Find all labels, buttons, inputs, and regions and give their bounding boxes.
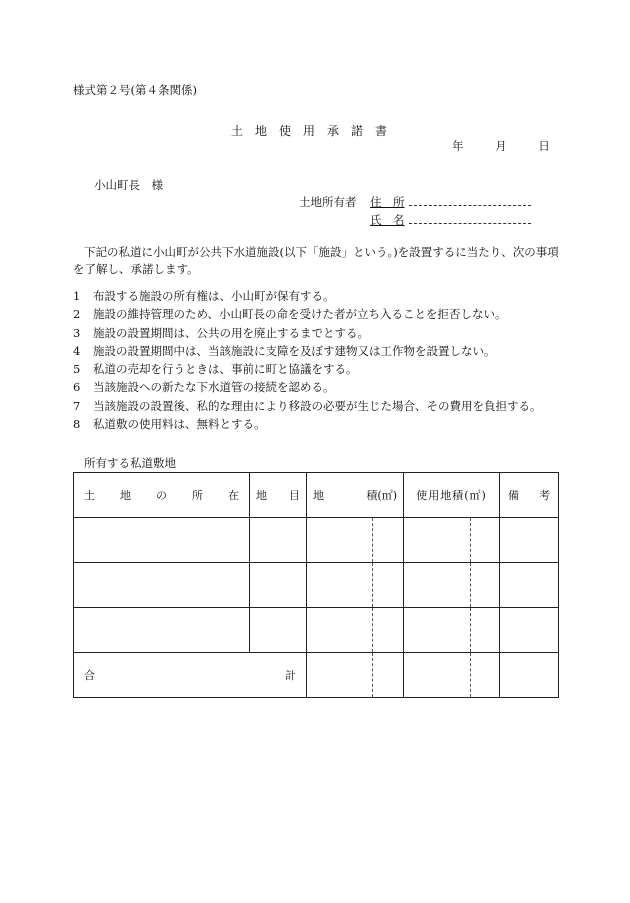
owner-label: 土地所有者 <box>299 195 357 209</box>
cell-location[interactable] <box>74 518 250 563</box>
date-year: 年 <box>452 139 464 153</box>
cell-area-integer[interactable] <box>307 563 373 608</box>
address-label: 住 所 <box>370 195 405 209</box>
consent-item: 5 私道の売却を行うときは、事前に町と協議をする。 <box>73 362 358 377</box>
cell-land-category[interactable] <box>250 563 307 608</box>
date-month: 月 <box>495 139 507 153</box>
cell-usage-integer[interactable] <box>404 563 471 608</box>
address-field <box>370 194 531 210</box>
date-day: 日 <box>538 139 550 153</box>
total-usage-decimal[interactable] <box>471 653 500 698</box>
consent-item: 4 施設の設置期間中は、当該施設に支障を及ぼす建物又は工作物を設置しない。 <box>73 343 496 358</box>
address-blank-line <box>409 195 531 206</box>
header-area: 地 積(㎡) <box>307 473 404 518</box>
cell-remarks[interactable] <box>500 518 559 563</box>
cell-area-integer[interactable] <box>307 608 373 653</box>
document-title: 土地使用承諾書 <box>230 124 399 138</box>
consent-item: 6 当該施設への新たな下水道管の接続を認める。 <box>73 380 335 395</box>
table-total-row <box>74 653 559 698</box>
table-row <box>74 518 559 563</box>
name-label: 氏 名 <box>370 213 405 227</box>
total-usage-integer[interactable] <box>404 653 471 698</box>
name-blank-line <box>409 213 531 224</box>
cell-remarks[interactable] <box>500 608 559 653</box>
cell-area-decimal[interactable] <box>373 608 404 653</box>
consent-item: 8 私道敷の使用料は、無料とする。 <box>73 417 266 432</box>
form-number: 様式第２号(第４条関係) <box>73 83 197 97</box>
header-land-category: 地 目 <box>250 473 307 518</box>
total-area-decimal[interactable] <box>373 653 404 698</box>
total-area-integer[interactable] <box>307 653 373 698</box>
total-remarks[interactable] <box>500 653 559 698</box>
consent-items-list <box>73 287 542 433</box>
name-field <box>370 212 531 228</box>
header-usage-area: 使用地積(㎡) <box>404 473 500 518</box>
header-location: 土 地 の 所 在 <box>74 473 250 518</box>
table-row <box>74 563 559 608</box>
date-line <box>452 138 550 154</box>
cell-usage-integer[interactable] <box>404 608 471 653</box>
consent-item: 7 当該施設の設置後、私的な理由により移設の必要が生じた場合、その費用を負担する。 <box>73 398 542 413</box>
cell-area-decimal[interactable] <box>373 518 404 563</box>
cell-remarks[interactable] <box>500 563 559 608</box>
consent-item: 1 布設する施設の所有権は、小山町が保有する。 <box>73 289 335 303</box>
table-caption: 所有する私道敷地 <box>84 456 176 470</box>
cell-location[interactable] <box>74 608 250 653</box>
cell-area-decimal[interactable] <box>373 563 404 608</box>
cell-usage-integer[interactable] <box>404 518 471 563</box>
consent-item: 3 施設の設置期間は、公共の用を廃止するまでとする。 <box>73 325 369 340</box>
cell-area-integer[interactable] <box>307 518 373 563</box>
cell-usage-decimal[interactable] <box>471 608 500 653</box>
cell-land-category[interactable] <box>250 608 307 653</box>
consent-item: 2 施設の維持管理のため、小山町長の命を受けた者が立ち入ることを拒否しない。 <box>73 307 507 322</box>
cell-usage-decimal[interactable] <box>471 518 500 563</box>
addressee: 小山町長 様 <box>94 178 163 192</box>
cell-location[interactable] <box>74 563 250 608</box>
header-remarks: 備 考 <box>500 473 559 518</box>
total-label: 合 計 <box>74 653 307 698</box>
private-road-land-table <box>73 472 559 698</box>
table-row <box>74 608 559 653</box>
table-header-row <box>74 473 559 518</box>
consent-body-text: 下記の私道に小山町が公共下水道施設(以下「施設」という。)を設置するに当たり、次の事項を了解し、承諾します。 <box>73 245 559 276</box>
cell-land-category[interactable] <box>250 518 307 563</box>
cell-usage-decimal[interactable] <box>471 563 500 608</box>
